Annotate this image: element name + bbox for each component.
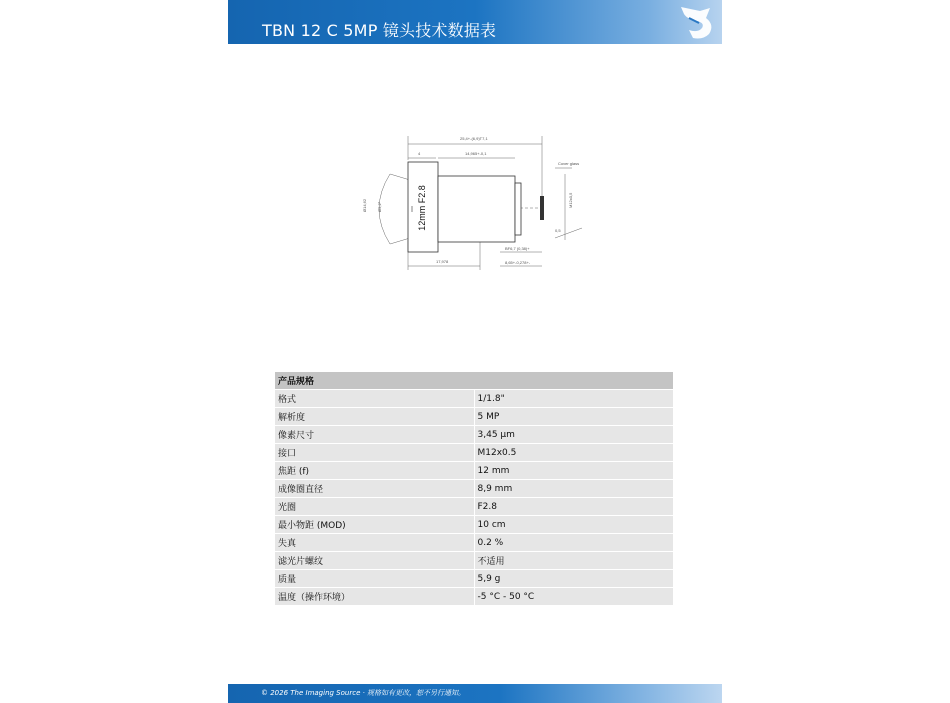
spec-value: 0.2 % [474, 534, 673, 552]
cover-glass-text: Cover glass [558, 161, 580, 166]
spec-label: 最小物距 (MOD) [275, 516, 474, 534]
spec-value: -5 °C - 50 °C [474, 588, 673, 606]
spec-value: M12x0.5 [474, 444, 673, 462]
spec-label: 接口 [275, 444, 474, 462]
dim-body-text: 14,965+-0,1 [465, 151, 487, 156]
spec-label: 成像圈直径 [275, 480, 474, 498]
spec-label: 光圈 [275, 498, 474, 516]
spec-row [275, 480, 673, 498]
thread-text: M12x0,5 [568, 192, 573, 208]
spec-label: 焦距 (f) [275, 462, 474, 480]
spec-value: 不适用 [474, 552, 673, 570]
spec-row [275, 498, 673, 516]
fov-text: Ø9,2° [377, 201, 382, 212]
section-title: 产品规格 [275, 372, 673, 390]
spec-value: 10 cm [474, 516, 673, 534]
spec-row [275, 534, 673, 552]
spec-value: 1/1.8" [474, 390, 673, 408]
spec-value: 12 mm [474, 462, 673, 480]
fov-line [390, 238, 410, 244]
sensor-cover-glass [540, 196, 544, 220]
page-footer [228, 684, 722, 703]
spec-label: 解析度 [275, 408, 474, 426]
spec-row [275, 570, 673, 588]
spec-label: 失真 [275, 534, 474, 552]
lens-thread [515, 183, 521, 235]
spec-value: F2.8 [474, 498, 673, 516]
brand-logo-icon [676, 3, 716, 41]
dim-overall-text: 25,4+-(6,9)T7,1 [460, 136, 488, 141]
spec-value: 5 MP [474, 408, 673, 426]
spec-label: 质量 [275, 570, 474, 588]
spec-row [275, 588, 673, 606]
cover-thickness-text: 0,5 [555, 228, 561, 233]
spec-value: 3,45 µm [474, 426, 673, 444]
lens-label: 12mm F2.8 [417, 185, 427, 231]
spec-label: 温度（操作环境） [275, 588, 474, 606]
dim-flange-text: 17,978 [436, 259, 449, 264]
footer-text: © 2026 The Imaging Source · 规格如有更改，恕不另行通知。 [261, 689, 466, 697]
diameter-text: Ø14,62 [362, 198, 367, 212]
spec-value: 8,9 mm [474, 480, 673, 498]
lens-body [438, 176, 515, 242]
dim-bf1-text: BF6,7 (0,38)+ [505, 246, 530, 251]
dim-bf2-text: 8,65+-0,278+- [505, 260, 531, 265]
spec-label: 格式 [275, 390, 474, 408]
spec-row [275, 552, 673, 570]
spec-label: 滤光片螺纹 [275, 552, 474, 570]
spec-row [275, 408, 673, 426]
spec-label: 像素尺寸 [275, 426, 474, 444]
spec-row [275, 390, 673, 408]
spec-section-header [275, 372, 673, 390]
spec-row [275, 426, 673, 444]
spec-row [275, 516, 673, 534]
fov-line [390, 174, 410, 180]
page-header [228, 0, 722, 44]
spec-table [275, 372, 673, 605]
dim-front-text: 4 [418, 151, 421, 156]
lens-technical-drawing [350, 128, 600, 278]
spec-row [275, 462, 673, 480]
page-title: TBN 12 C 5MP 镜头技术数据表 [262, 21, 497, 40]
spec-value: 5,9 g [474, 570, 673, 588]
spec-row [275, 444, 673, 462]
